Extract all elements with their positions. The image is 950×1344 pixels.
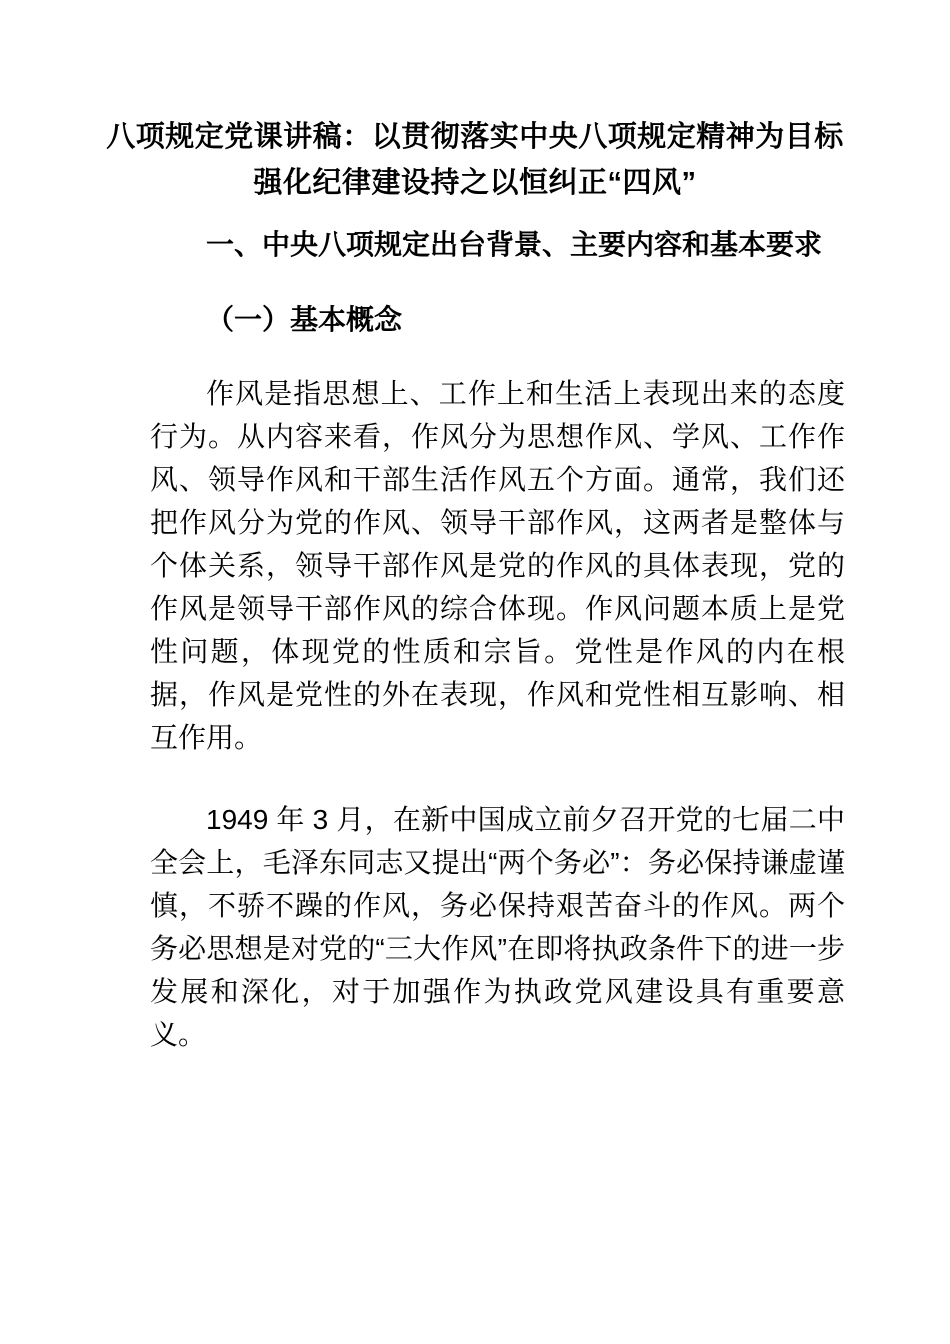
document-body [150, 223, 845, 1056]
paragraph-1: 作风是指思想上、工作上和生活上表现出来的态度行为。从内容来看，作风分为思想作风、学风、工作作风、领导作风和干部生活作风五个方面。通常，我们还把作风分为党的作风、领导干部作风，这两者是整体与个体关系，领导干部作风是党的作风的具体表现，党的作风是领导干部作风的综合体现。作风问题本质上是党性问题，体现党的性质和宗旨。党性是作风的内在根据，作风是党性的外在表现，作风和党性相互影响、相互作用。 [150, 378, 845, 753]
paragraph-2: 1949 年 3 月，在新中国成立前夕召开党的七届二中全会上，毛泽东同志又提出“两个务必”：务必保持谦虚谨慎，不骄不躁的作风，务必保持艰苦奋斗的作风。两个务必思想是对党的“三大作风”在即将执政条件下的进一步发展和深化，对于加强作为执政党风建设具有重要意义。 [150, 804, 845, 1050]
title-line-2: 强化纪律建设持之以恒纠正“四风” [253, 167, 697, 199]
section-heading-1: 一、中央八项规定出台背景、主要内容和基本要求 [206, 229, 823, 260]
title-line-1: 八项规定党课讲稿：以贯彻落实中央八项规定精神为目标 [106, 121, 844, 153]
document-title [0, 114, 950, 206]
subsection-heading-1: （一）基本概念 [206, 304, 403, 335]
